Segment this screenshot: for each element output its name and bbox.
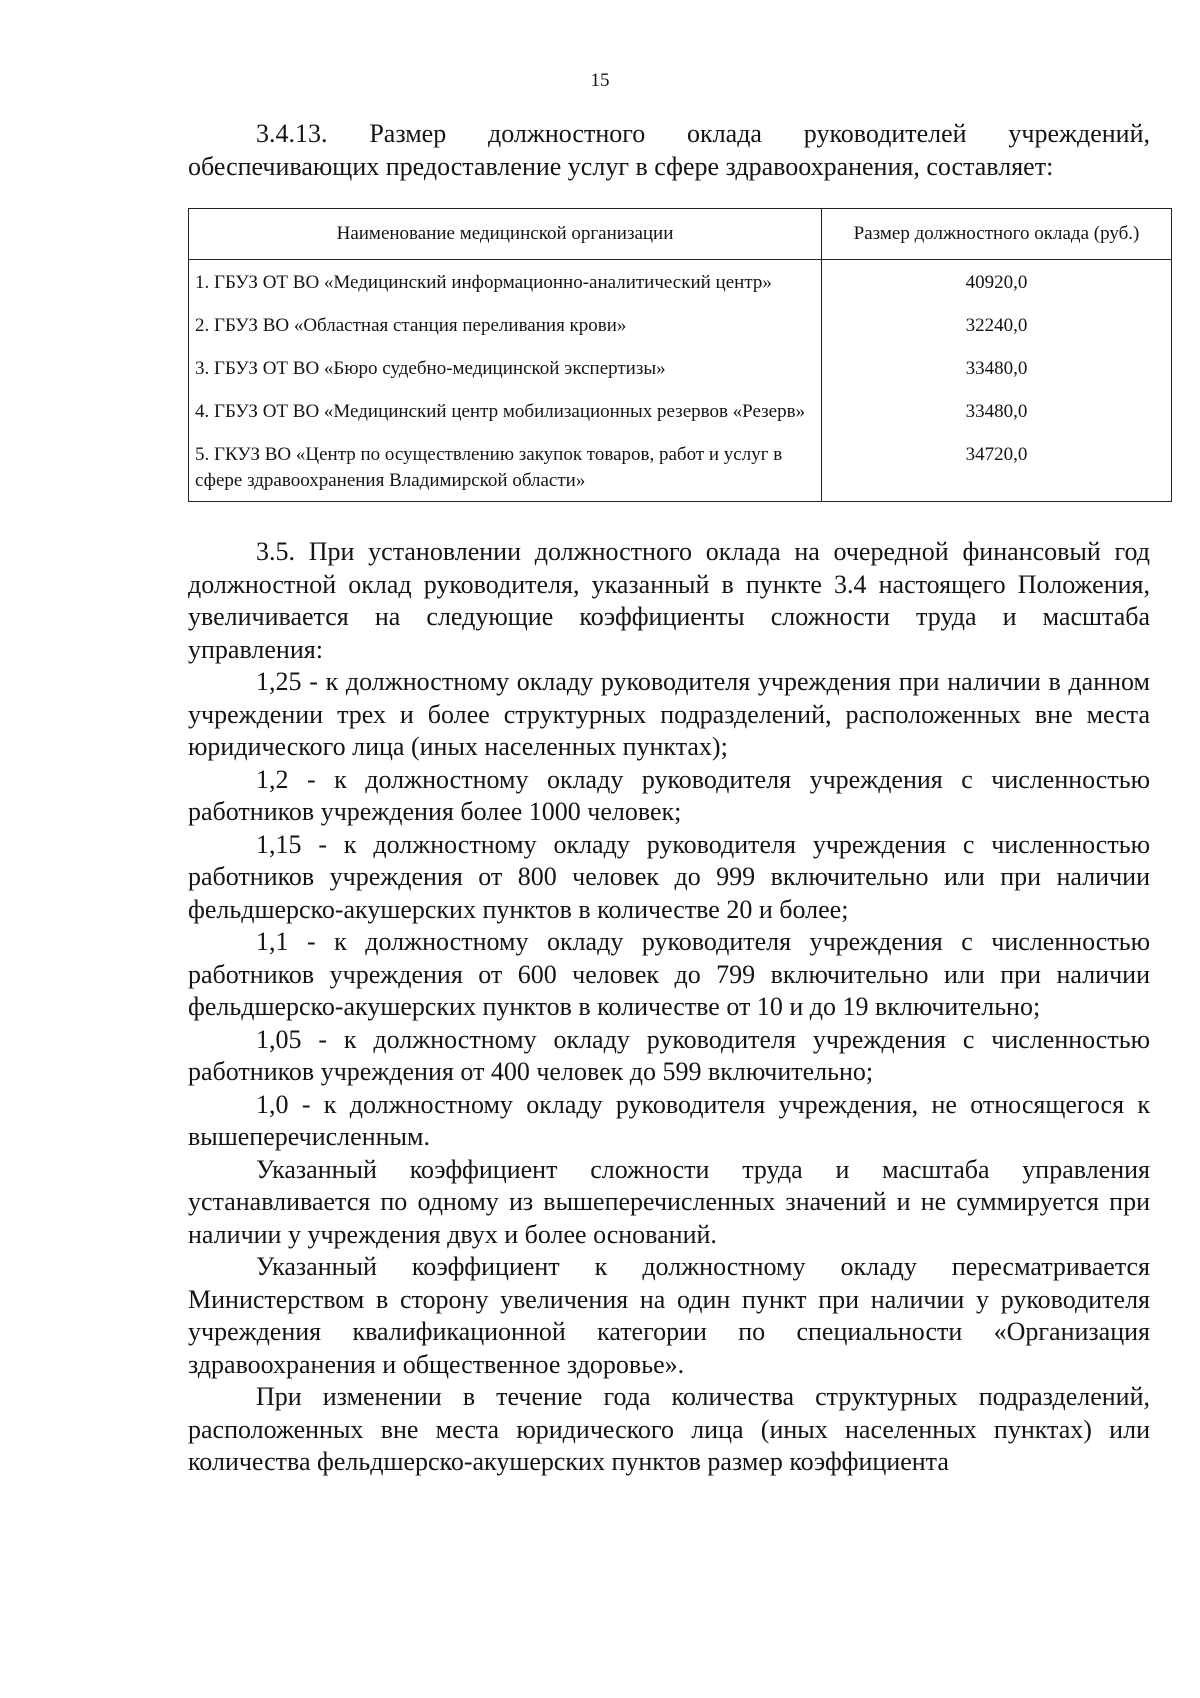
coefficient-1-05: 1,05 - к должностному окладу руководителя учреждения с численностью работников учреждения от 400 человек до 599 включительно; xyxy=(188,1024,1150,1086)
structural-change-paragraph: При изменении в течение года количества структурных подразделений, расположенных вне места юридического лица (иных населенных пунктах) или количества фельдшерско-акушерских пунктов размер коэффициента xyxy=(188,1382,1150,1476)
coefficient-1-0: 1,0 - к должностному окладу руководителя учреждения, не относящегося к вышеперечисленным. xyxy=(188,1089,1150,1151)
coefficient-1-15: 1,15 - к должностному окладу руководителя учреждения с численностью работников учреждения от 800 человек до 999 включительно или при наличии фельдшерско-акушерских пунктов в количестве 20 и более; xyxy=(188,829,1150,924)
table-row xyxy=(189,432,1172,502)
salary-amount: 40920,0 xyxy=(822,260,1172,304)
section-3-5: 3.5. При установлении должностного оклада на очередной финансовый год должностной оклад руководителя, указанный в пункте 3.4 настоящего Положения, увеличивается на следующие коэффициенты сложности труда и масштаба управления: xyxy=(188,537,1150,664)
coefficient-not-summed-paragraph: Указанный коэффициент сложности труда и масштаба управления устанавливается по одному из вышеперечисленных значений и не суммируется при наличии у учреждения двух и более оснований. xyxy=(188,1154,1150,1249)
coefficient-1-2: 1,2 - к должностному окладу руководителя учреждения с численностью работников учреждения более 1000 человек; xyxy=(188,764,1150,826)
organization-name: 2. ГБУЗ ВО «Областная станция переливания крови» xyxy=(189,303,822,346)
section-3-4-13: 3.4.13. Размер должностного оклада руководителей учреждений, обеспечивающих предоставление услуг в сфере здравоохранения, составляет: xyxy=(188,119,1150,181)
page-number: 15 xyxy=(590,70,610,91)
organization-name: 5. ГКУЗ ВО «Центр по осуществлению закупок товаров, работ и услуг в сфере здравоохранения Владимирской области» xyxy=(189,432,822,502)
coefficient-1-25: 1,25 - к должностному окладу руководителя учреждения при наличии в данном учреждении трех и более структурных подразделений, расположенных вне места юридического лица (иных населенных пунктах); xyxy=(188,667,1150,761)
table-header-row xyxy=(189,209,1172,260)
organization-name: 3. ГБУЗ ОТ ВО «Бюро судебно-медицинской экспертизы» xyxy=(189,346,822,389)
table-row xyxy=(189,389,1172,432)
document-body xyxy=(188,118,1150,1479)
coefficient-revision-paragraph: Указанный коэффициент к должностному окладу пересматривается Министерством в сторону увеличения на один пункт при наличии у руководителя учреждения квалификационной категории по специальности «Организация здравоохранения и общественное здоровье». xyxy=(188,1252,1150,1379)
header-salary-amount: Размер должностного оклада (руб.) xyxy=(822,209,1172,260)
salary-amount: 33480,0 xyxy=(822,389,1172,432)
salary-amount: 34720,0 xyxy=(822,432,1172,502)
table-row xyxy=(189,346,1172,389)
salary-table xyxy=(188,208,1172,502)
header-organization-name: Наименование медицинской организации xyxy=(189,209,822,260)
salary-amount: 33480,0 xyxy=(822,346,1172,389)
salary-amount: 32240,0 xyxy=(822,303,1172,346)
coefficient-1-1: 1,1 - к должностному окладу руководителя учреждения с численностью работников учреждения от 600 человек до 799 включительно или при наличии фельдшерско-акушерских пунктов в количестве от 10 и до 19 включительно; xyxy=(188,927,1150,1021)
organization-name: 1. ГБУЗ ОТ ВО «Медицинский информационно-аналитический центр» xyxy=(189,260,822,304)
table-row xyxy=(189,260,1172,304)
organization-name: 4. ГБУЗ ОТ ВО «Медицинский центр мобилизационных резервов «Резерв» xyxy=(189,389,822,432)
table-row xyxy=(189,303,1172,346)
